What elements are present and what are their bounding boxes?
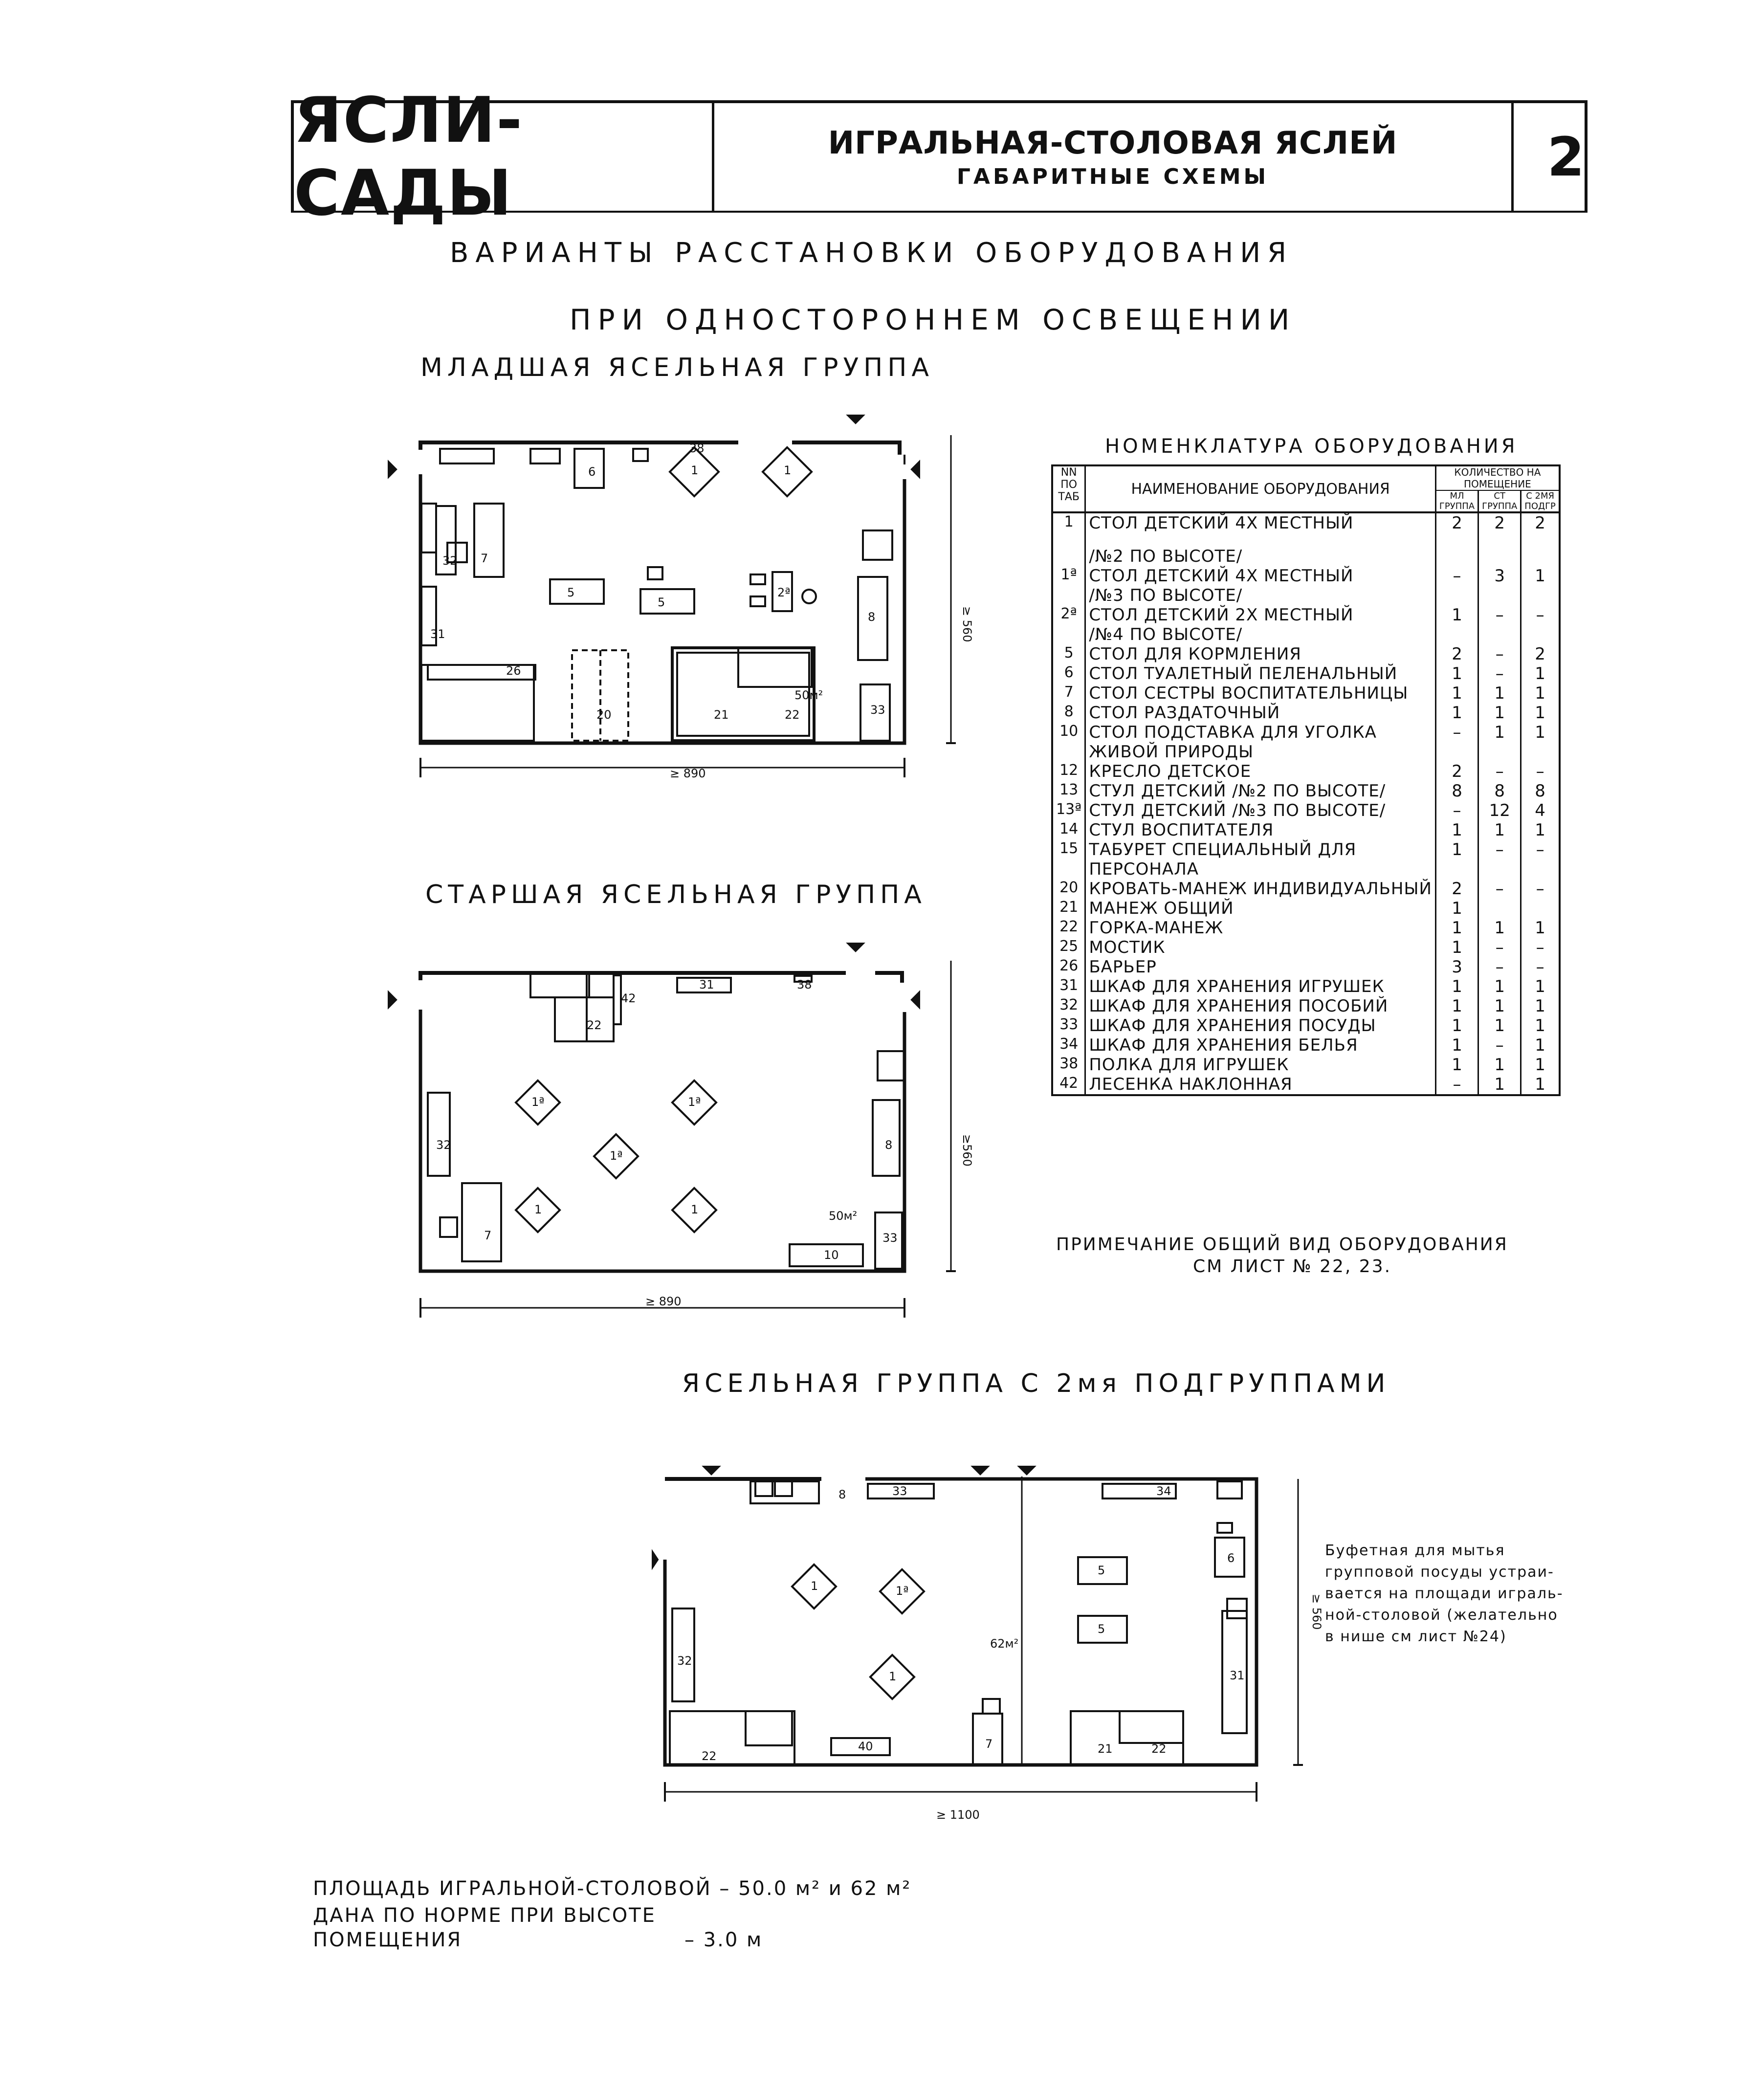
buffet-note-line: групповой посуды устраи- <box>1325 1564 1554 1581</box>
row-qty-two-subgroups: 1 <box>1521 664 1560 683</box>
table-row <box>1052 723 1560 742</box>
row-name: СТУЛ ДЕТСКИЙ /№2 ПО ВЫСОТЕ/ <box>1085 781 1436 801</box>
heading-variants: ВАРИАНТЫ РАССТАНОВКИ ОБОРУДОВАНИЯ <box>450 237 1294 269</box>
svg-text:32: 32 <box>677 1654 692 1668</box>
svg-text:33: 33 <box>870 703 885 717</box>
row-qty-senior: – <box>1478 762 1521 781</box>
row-qty-junior: 1 <box>1435 1055 1478 1075</box>
row-number: 42 <box>1052 1075 1085 1095</box>
sheet-title: ИГРАЛЬНАЯ-СТОЛОВАЯ ЯСЛЕЙ <box>828 125 1398 161</box>
table-row <box>1052 859 1560 879</box>
table-row <box>1052 879 1560 899</box>
heading-lighting: ПРИ ОДНОСТОРОННЕМ ОСВЕЩЕНИИ <box>570 303 1297 336</box>
svg-text:8: 8 <box>885 1138 893 1152</box>
row-number: 34 <box>1052 1035 1085 1055</box>
row-qty-junior: 1 <box>1435 996 1478 1016</box>
buffet-note-line: ной-столовой (желательно <box>1325 1607 1558 1624</box>
table-row <box>1052 801 1560 820</box>
buffet-note-line: вается на площади играль- <box>1325 1585 1564 1602</box>
svg-text:32: 32 <box>442 554 458 568</box>
svg-text:5: 5 <box>567 586 575 599</box>
svg-text:31: 31 <box>1230 1669 1245 1682</box>
row-name: КРЕСЛО ДЕТСКОЕ <box>1085 762 1436 781</box>
svg-text:10: 10 <box>824 1248 839 1262</box>
buffet-note-line: в нише см лист №24) <box>1325 1628 1507 1645</box>
svg-text:22: 22 <box>785 708 800 722</box>
table-row <box>1052 996 1560 1016</box>
row-number: 15 <box>1052 840 1085 859</box>
row-number: 10 <box>1052 723 1085 742</box>
row-qty-two-subgroups: 1 <box>1521 1055 1560 1075</box>
row-qty-two-subgroups <box>1521 742 1560 762</box>
row-number: 22 <box>1052 918 1085 938</box>
row-qty-junior: – <box>1435 1075 1478 1095</box>
plan2-depth: ≥560 <box>960 1134 974 1167</box>
row-qty-senior: – <box>1478 879 1521 899</box>
table-title: НОМЕНКЛАТУРА ОБОРУДОВАНИЯ <box>1105 435 1518 458</box>
svg-text:42: 42 <box>621 991 636 1005</box>
svg-text:40: 40 <box>858 1740 873 1753</box>
row-number <box>1052 547 1085 566</box>
header-name: НАИМЕНОВАНИЕ ОБОРУДОВАНИЯ <box>1085 465 1436 512</box>
header-q3: С 2МЯ ПОДГР <box>1521 490 1560 512</box>
svg-text:22: 22 <box>702 1749 717 1763</box>
footer-area: ПЛОЩАДЬ ИГРАЛЬНОЙ-СТОЛОВОЙ – 50.0 м² и 62 м² <box>313 1877 912 1900</box>
row-name: ГОРКА-МАНЕЖ <box>1085 918 1436 938</box>
svg-text:26: 26 <box>506 664 521 678</box>
table-row <box>1052 586 1560 605</box>
row-qty-senior: 3 <box>1478 566 1521 586</box>
row-qty-two-subgroups: 1 <box>1521 723 1560 742</box>
table-row <box>1052 977 1560 996</box>
row-number <box>1052 586 1085 605</box>
row-qty-senior <box>1478 625 1521 644</box>
row-name: СТОЛ РАЗДАТОЧНЫЙ <box>1085 703 1436 723</box>
row-qty-senior <box>1478 742 1521 762</box>
plan1-width: ≥ 890 <box>670 767 706 780</box>
row-qty-junior: 1 <box>1435 683 1478 703</box>
row-qty-senior <box>1478 899 1521 918</box>
table-row <box>1052 664 1560 683</box>
svg-text:7: 7 <box>985 1737 993 1751</box>
row-name: СТОЛ ДЕТСКИЙ 4Х МЕСТНЫЙ <box>1085 566 1436 586</box>
row-name: ШКАФ ДЛЯ ХРАНЕНИЯ ПОСОБИЙ <box>1085 996 1436 1016</box>
table-row <box>1052 703 1560 723</box>
svg-text:1: 1 <box>889 1670 897 1683</box>
row-qty-senior <box>1478 547 1521 566</box>
row-qty-two-subgroups <box>1521 547 1560 566</box>
row-qty-two-subgroups: – <box>1521 605 1560 625</box>
row-qty-two-subgroups: 1 <box>1521 977 1560 996</box>
svg-text:1ª: 1ª <box>531 1095 545 1109</box>
row-number: 21 <box>1052 899 1085 918</box>
row-qty-two-subgroups: 2 <box>1521 512 1560 547</box>
svg-text:1: 1 <box>811 1579 818 1593</box>
row-qty-junior: 2 <box>1435 512 1478 547</box>
row-number <box>1052 625 1085 644</box>
svg-text:1: 1 <box>534 1203 542 1216</box>
row-name: СТОЛ СЕСТРЫ ВОСПИТАТЕЛЬНИЦЫ <box>1085 683 1436 703</box>
row-qty-junior: 2 <box>1435 879 1478 899</box>
row-qty-senior <box>1478 586 1521 605</box>
row-name: СТОЛ ПОДСТАВКА ДЛЯ УГОЛКА <box>1085 723 1436 742</box>
row-number: 32 <box>1052 996 1085 1016</box>
row-qty-senior: – <box>1478 938 1521 957</box>
row-name: ШКАФ ДЛЯ ХРАНЕНИЯ БЕЛЬЯ <box>1085 1035 1436 1055</box>
table-row <box>1052 1055 1560 1075</box>
row-qty-two-subgroups: 1 <box>1521 703 1560 723</box>
buffet-note <box>1325 1540 1564 1648</box>
plan2-title: СТАРШАЯ ЯСЕЛЬНАЯ ГРУППА <box>425 880 926 909</box>
table-row <box>1052 605 1560 625</box>
header-qty: КОЛИЧЕСТВО НА ПОМЕЩЕНИЕ <box>1435 465 1559 490</box>
table-row <box>1052 899 1560 918</box>
row-qty-two-subgroups: 1 <box>1521 996 1560 1016</box>
row-qty-senior: – <box>1478 664 1521 683</box>
row-qty-junior <box>1435 586 1478 605</box>
footer-room: ПОМЕЩЕНИЯ <box>313 1929 463 1951</box>
row-qty-two-subgroups: 2 <box>1521 644 1560 664</box>
row-qty-two-subgroups <box>1521 899 1560 918</box>
row-qty-senior: 1 <box>1478 996 1521 1016</box>
row-number: 1ª <box>1052 566 1085 586</box>
row-qty-two-subgroups: – <box>1521 938 1560 957</box>
svg-text:33: 33 <box>892 1484 907 1498</box>
row-number: 8 <box>1052 703 1085 723</box>
table-header-row <box>1052 465 1560 490</box>
row-qty-two-subgroups: – <box>1521 879 1560 899</box>
plan2-drawing <box>381 929 978 1330</box>
row-name: ШКАФ ДЛЯ ХРАНЕНИЯ ПОСУДЫ <box>1085 1016 1436 1035</box>
plan3-width: ≥ 1100 <box>936 1808 980 1822</box>
svg-text:7: 7 <box>481 551 488 565</box>
svg-text:8: 8 <box>838 1488 846 1501</box>
row-name: /№4 ПО ВЫСОТЕ/ <box>1085 625 1436 644</box>
table-row <box>1052 1075 1560 1095</box>
row-number <box>1052 859 1085 879</box>
row-name: ПЕРСОНАЛА <box>1085 859 1436 879</box>
row-qty-junior: 1 <box>1435 938 1478 957</box>
row-name: ПОЛКА ДЛЯ ИГРУШЕК <box>1085 1055 1436 1075</box>
row-qty-senior: 1 <box>1478 977 1521 996</box>
row-qty-junior: 3 <box>1435 957 1478 977</box>
row-name: ЖИВОЙ ПРИРОДЫ <box>1085 742 1436 762</box>
row-qty-junior: 1 <box>1435 703 1478 723</box>
table-row <box>1052 820 1560 840</box>
row-qty-senior: 1 <box>1478 683 1521 703</box>
table-row <box>1052 512 1560 547</box>
svg-text:31: 31 <box>430 627 445 641</box>
header-q1: МЛ ГРУППА <box>1435 490 1478 512</box>
row-name: МАНЕЖ ОБЩИЙ <box>1085 899 1436 918</box>
row-qty-two-subgroups: 8 <box>1521 781 1560 801</box>
svg-text:1ª: 1ª <box>610 1149 623 1163</box>
row-number: 38 <box>1052 1055 1085 1075</box>
table-row <box>1052 957 1560 977</box>
table-row <box>1052 918 1560 938</box>
row-qty-senior <box>1478 859 1521 879</box>
title-cell <box>714 103 1514 211</box>
table-row <box>1052 1035 1560 1055</box>
row-qty-junior: 2 <box>1435 762 1478 781</box>
row-name: СТУЛ ДЕТСКИЙ /№3 ПО ВЫСОТЕ/ <box>1085 801 1436 820</box>
row-name: КРОВАТЬ-МАНЕЖ ИНДИВИДУАЛЬНЫЙ <box>1085 879 1436 899</box>
row-qty-junior <box>1435 625 1478 644</box>
row-name: /№2 ПО ВЫСОТЕ/ <box>1085 547 1436 566</box>
table-row <box>1052 566 1560 586</box>
row-name: СТУЛ ВОСПИТАТЕЛЯ <box>1085 820 1436 840</box>
plan1-area: 50м² <box>794 688 823 702</box>
sheet-subtitle: ГАБАРИТНЫЕ СХЕМЫ <box>956 164 1269 189</box>
svg-text:38: 38 <box>797 978 812 991</box>
plan1-depth: ≥ 560 <box>960 606 974 642</box>
row-qty-two-subgroups <box>1521 625 1560 644</box>
table-row <box>1052 762 1560 781</box>
table-row <box>1052 781 1560 801</box>
svg-text:21: 21 <box>714 708 729 722</box>
row-name: БАРЬЕР <box>1085 957 1436 977</box>
svg-text:8: 8 <box>868 610 876 624</box>
table-row <box>1052 644 1560 664</box>
row-number: 14 <box>1052 820 1085 840</box>
svg-text:1: 1 <box>691 1203 699 1216</box>
row-qty-junior <box>1435 547 1478 566</box>
row-qty-two-subgroups: 4 <box>1521 801 1560 820</box>
row-number: 2ª <box>1052 605 1085 625</box>
svg-text:22: 22 <box>587 1018 602 1032</box>
row-qty-senior: 1 <box>1478 1016 1521 1035</box>
svg-text:6: 6 <box>1227 1551 1235 1565</box>
row-qty-junior: – <box>1435 801 1478 820</box>
svg-text:1ª: 1ª <box>688 1095 701 1109</box>
plan2-area: 50м² <box>829 1209 858 1223</box>
row-name: ШКАФ ДЛЯ ХРАНЕНИЯ ИГРУШЕК <box>1085 977 1436 996</box>
row-qty-junior: 1 <box>1435 820 1478 840</box>
row-qty-senior: 1 <box>1478 723 1521 742</box>
row-number: 20 <box>1052 879 1085 899</box>
plan3-title: ЯСЕЛЬНАЯ ГРУППА С 2мя ПОДГРУППАМИ <box>682 1369 1390 1398</box>
equipment-table <box>1051 464 1561 1096</box>
svg-text:5: 5 <box>1098 1564 1105 1577</box>
plan2-width: ≥ 890 <box>645 1295 682 1308</box>
svg-text:1: 1 <box>691 463 699 477</box>
svg-text:34: 34 <box>1156 1484 1171 1498</box>
row-qty-senior: 1 <box>1478 1055 1521 1075</box>
svg-text:1ª: 1ª <box>896 1584 909 1598</box>
svg-text:38: 38 <box>689 441 705 455</box>
row-qty-junior: – <box>1435 723 1478 742</box>
row-qty-senior: 2 <box>1478 512 1521 547</box>
row-qty-two-subgroups: 1 <box>1521 1075 1560 1095</box>
row-qty-junior: 8 <box>1435 781 1478 801</box>
row-qty-senior: 1 <box>1478 1075 1521 1095</box>
svg-text:5: 5 <box>1098 1622 1105 1636</box>
table-note-1: ПРИМЕЧАНИЕ ОБЩИЙ ВИД ОБОРУДОВАНИЯ <box>1056 1234 1508 1255</box>
row-qty-junior: 1 <box>1435 899 1478 918</box>
table-row <box>1052 742 1560 762</box>
row-number: 5 <box>1052 644 1085 664</box>
row-number: 26 <box>1052 957 1085 977</box>
row-qty-senior: 8 <box>1478 781 1521 801</box>
footer-height: ДАНА ПО НОРМЕ ПРИ ВЫСОТЕ <box>313 1904 656 1927</box>
plan3-drawing <box>645 1447 1330 1838</box>
table-row <box>1052 1016 1560 1035</box>
row-qty-senior: – <box>1478 840 1521 859</box>
row-qty-senior: – <box>1478 644 1521 664</box>
row-name: СТОЛ ДЛЯ КОРМЛЕНИЯ <box>1085 644 1436 664</box>
plan1-drawing <box>381 401 978 802</box>
plan1-title: МЛАДШАЯ ЯСЕЛЬНАЯ ГРУППА <box>420 353 934 382</box>
series-name: ЯСЛИ-САДЫ <box>294 84 524 230</box>
row-qty-junior: 1 <box>1435 840 1478 859</box>
sheet-number: 2 <box>1547 126 1585 188</box>
svg-text:7: 7 <box>484 1229 492 1242</box>
svg-text:22: 22 <box>1151 1742 1167 1756</box>
table-row <box>1052 547 1560 566</box>
row-qty-senior: – <box>1478 1035 1521 1055</box>
row-qty-two-subgroups: 1 <box>1521 918 1560 938</box>
row-qty-junior: 1 <box>1435 664 1478 683</box>
plan3-area: 62м² <box>990 1637 1019 1651</box>
row-number: 7 <box>1052 683 1085 703</box>
table-body <box>1052 512 1560 1095</box>
row-qty-junior: 2 <box>1435 644 1478 664</box>
svg-text:6: 6 <box>588 465 596 479</box>
row-name: СТОЛ ДЕТСКИЙ 2Х МЕСТНЫЙ <box>1085 605 1436 625</box>
svg-text:21: 21 <box>1098 1742 1113 1756</box>
row-qty-junior <box>1435 859 1478 879</box>
row-qty-senior: – <box>1478 605 1521 625</box>
row-qty-junior: 1 <box>1435 605 1478 625</box>
row-number: 1 <box>1052 512 1085 547</box>
row-qty-junior: 1 <box>1435 1016 1478 1035</box>
row-qty-junior: 1 <box>1435 977 1478 996</box>
row-qty-two-subgroups: 1 <box>1521 1035 1560 1055</box>
row-number: 13ª <box>1052 801 1085 820</box>
row-qty-two-subgroups: – <box>1521 840 1560 859</box>
row-qty-two-subgroups <box>1521 859 1560 879</box>
row-name: ЛЕСЕНКА НАКЛОННАЯ <box>1085 1075 1436 1095</box>
row-number: 12 <box>1052 762 1085 781</box>
svg-text:1: 1 <box>784 463 792 477</box>
row-name: СТОЛ ТУАЛЕТНЫЙ ПЕЛЕНАЛЬНЫЙ <box>1085 664 1436 683</box>
row-number: 25 <box>1052 938 1085 957</box>
svg-text:33: 33 <box>882 1231 898 1245</box>
row-qty-senior: 1 <box>1478 703 1521 723</box>
row-qty-senior: 1 <box>1478 820 1521 840</box>
row-qty-senior: – <box>1478 957 1521 977</box>
row-qty-two-subgroups: – <box>1521 957 1560 977</box>
row-number: 13 <box>1052 781 1085 801</box>
row-name: МОСТИК <box>1085 938 1436 957</box>
row-qty-senior: 1 <box>1478 918 1521 938</box>
row-number <box>1052 742 1085 762</box>
row-qty-two-subgroups: 1 <box>1521 820 1560 840</box>
row-qty-two-subgroups: – <box>1521 762 1560 781</box>
row-qty-junior: 1 <box>1435 918 1478 938</box>
svg-text:32: 32 <box>436 1138 451 1152</box>
svg-text:2ª: 2ª <box>777 586 791 599</box>
title-block <box>291 84 1588 230</box>
row-number: 31 <box>1052 977 1085 996</box>
buffet-note-line: Буфетная для мытья <box>1325 1542 1505 1559</box>
table-row <box>1052 840 1560 859</box>
series-cell <box>294 84 714 230</box>
row-qty-junior: 1 <box>1435 1035 1478 1055</box>
footer-room-height: – 3.0 м <box>684 1929 763 1951</box>
row-qty-junior <box>1435 742 1478 762</box>
svg-text:20: 20 <box>596 708 612 722</box>
header-num: NN ПО ТАБ <box>1052 465 1085 512</box>
row-name: СТОЛ ДЕТСКИЙ 4Х МЕСТНЫЙ <box>1085 512 1436 547</box>
header-q2: СТ ГРУППА <box>1478 490 1521 512</box>
table-row <box>1052 625 1560 644</box>
table-row <box>1052 938 1560 957</box>
sheet-number-cell <box>1516 103 1585 211</box>
row-name: /№3 ПО ВЫСОТЕ/ <box>1085 586 1436 605</box>
row-number: 33 <box>1052 1016 1085 1035</box>
row-qty-junior: – <box>1435 566 1478 586</box>
row-qty-two-subgroups: 1 <box>1521 566 1560 586</box>
row-name: ТАБУРЕТ СПЕЦИАЛЬНЫЙ ДЛЯ <box>1085 840 1436 859</box>
svg-text:5: 5 <box>658 595 665 609</box>
row-qty-two-subgroups: 1 <box>1521 1016 1560 1035</box>
table-row <box>1052 683 1560 703</box>
row-qty-two-subgroups <box>1521 586 1560 605</box>
table-note-2: СМ ЛИСТ № 22, 23. <box>1193 1256 1392 1277</box>
plan3-depth: ≥ 560 <box>1310 1594 1323 1630</box>
row-number: 6 <box>1052 664 1085 683</box>
row-qty-two-subgroups: 1 <box>1521 683 1560 703</box>
svg-text:31: 31 <box>699 978 714 991</box>
row-qty-senior: 12 <box>1478 801 1521 820</box>
